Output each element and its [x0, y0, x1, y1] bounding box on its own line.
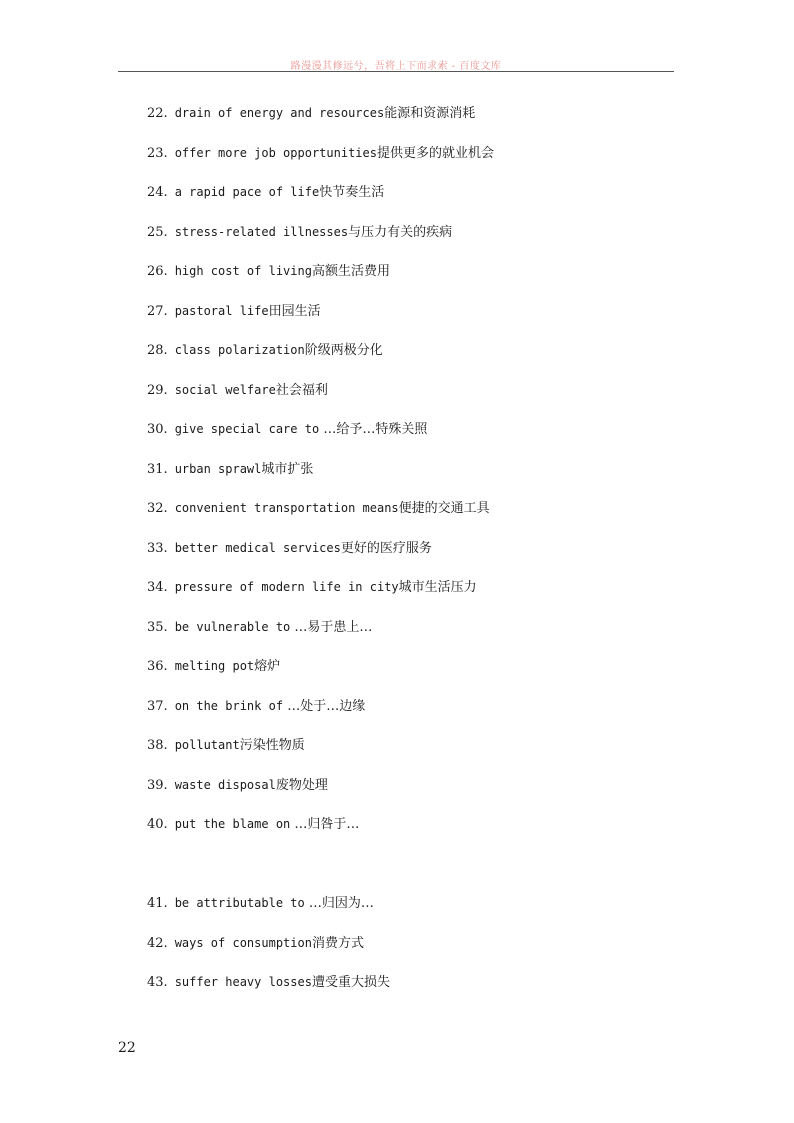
entry-chinese: …处于…边缘: [287, 698, 366, 714]
entry-number: 33.: [147, 540, 168, 556]
entry-number: 26.: [147, 264, 168, 279]
entry-number: 38.: [147, 738, 168, 753]
entry-english: a rapid pace of life: [174, 185, 320, 199]
entry-number: 41.: [147, 896, 168, 911]
entry-chinese: …易于患上…: [294, 619, 373, 635]
entry-english: waste disposal: [174, 777, 276, 792]
list-item: [147, 341, 383, 360]
entry-chinese: 社会福利: [275, 382, 328, 398]
list-item: [147, 736, 305, 755]
entry-english: be attributable to: [174, 896, 305, 910]
entry-english: be vulnerable to: [174, 619, 291, 634]
entry-number: 30.: [147, 422, 168, 437]
entry-number: 32.: [147, 501, 168, 516]
entry-chinese: …归因为…: [308, 896, 374, 911]
entry-number: 35.: [147, 619, 168, 635]
entry-english: better medical services: [174, 540, 341, 555]
list-item: [147, 973, 390, 992]
entry-english: melting pot: [174, 659, 255, 673]
entry-chinese: 更好的医疗服务: [340, 540, 432, 556]
list-item: [147, 104, 475, 123]
entry-number: 31.: [147, 461, 168, 477]
list-item: [147, 539, 432, 558]
list-item: [147, 381, 328, 400]
list-item: [147, 499, 490, 518]
entry-english: class polarization: [174, 343, 305, 357]
entry-chinese: …给予…特殊关照: [323, 422, 428, 437]
list-item: [147, 815, 359, 834]
entry-english: pressure of modern life in city: [174, 580, 399, 594]
entry-chinese: 消费方式: [311, 935, 364, 951]
entry-english: offer more job opportunities: [174, 145, 377, 160]
entry-number: 42.: [147, 935, 168, 951]
entry-english: ways of consumption: [174, 935, 312, 950]
entry-number: 34.: [147, 580, 168, 595]
entry-chinese: 高额生活费用: [311, 264, 390, 279]
entry-chinese: 废物处理: [275, 777, 328, 793]
list-item: [147, 460, 313, 479]
entry-number: 24.: [147, 185, 168, 200]
entry-number: 29.: [147, 382, 168, 398]
entry-chinese: 田园生活: [268, 303, 321, 319]
list-item: [147, 618, 372, 637]
entry-chinese: 能源和资源消耗: [384, 106, 476, 121]
list-item: [147, 144, 494, 163]
entry-english: stress-related illnesses: [174, 224, 349, 239]
entry-number: 40.: [147, 817, 168, 832]
entry-chinese: 快节奏生活: [319, 185, 385, 200]
page-header: [118, 54, 674, 72]
entry-chinese: …归咎于…: [294, 817, 360, 832]
list-item: [147, 420, 427, 439]
entry-english: convenient transportation means: [174, 501, 399, 515]
entry-number: 43.: [147, 975, 168, 990]
entry-chinese: 城市生活压力: [398, 580, 477, 595]
entry-chinese: 便捷的交通工具: [398, 501, 490, 516]
entry-number: 39.: [147, 777, 168, 793]
entry-english: social welfare: [174, 382, 276, 397]
entry-english: put the blame on: [174, 817, 291, 831]
list-item: [147, 223, 452, 242]
list-item: [147, 697, 365, 716]
entry-english: give special care to: [174, 422, 320, 436]
list-item: [147, 302, 321, 321]
entry-english: drain of energy and resources: [174, 106, 385, 120]
entry-chinese: 城市扩张: [261, 461, 314, 477]
entry-chinese: 提供更多的就业机会: [376, 145, 494, 161]
entry-chinese: 遭受重大损失: [311, 975, 390, 990]
entry-number: 23.: [147, 145, 168, 161]
entry-chinese: 熔炉: [254, 659, 281, 674]
list-item: [147, 183, 384, 202]
header-watermark-text: 路漫漫其修远兮，吾将上下而求索 - 百度文库: [290, 61, 502, 72]
list-item: [147, 776, 328, 795]
entry-number: 36.: [147, 659, 168, 674]
entry-english: suffer heavy losses: [174, 975, 312, 989]
entry-english: pollutant: [174, 738, 240, 752]
list-item: [147, 934, 364, 953]
list-item: [147, 578, 477, 597]
entry-chinese: 污染性物质: [239, 738, 305, 753]
entry-chinese: 与压力有关的疾病: [348, 224, 453, 240]
entry-number: 28.: [147, 343, 168, 358]
entry-english: on the brink of: [174, 698, 284, 713]
entry-number: 25.: [147, 224, 168, 240]
list-item: [147, 657, 280, 676]
entry-english: urban sprawl: [174, 461, 262, 476]
entry-chinese: 阶级两极分化: [304, 343, 383, 358]
entry-english: high cost of living: [174, 264, 312, 278]
entry-number: 27.: [147, 303, 168, 319]
list-item: [147, 262, 390, 281]
list-item: [147, 894, 374, 913]
page-number: 22: [118, 1040, 136, 1056]
entry-number: 37.: [147, 698, 168, 714]
entry-english: pastoral life: [174, 303, 269, 318]
entry-number: 22.: [147, 106, 168, 121]
